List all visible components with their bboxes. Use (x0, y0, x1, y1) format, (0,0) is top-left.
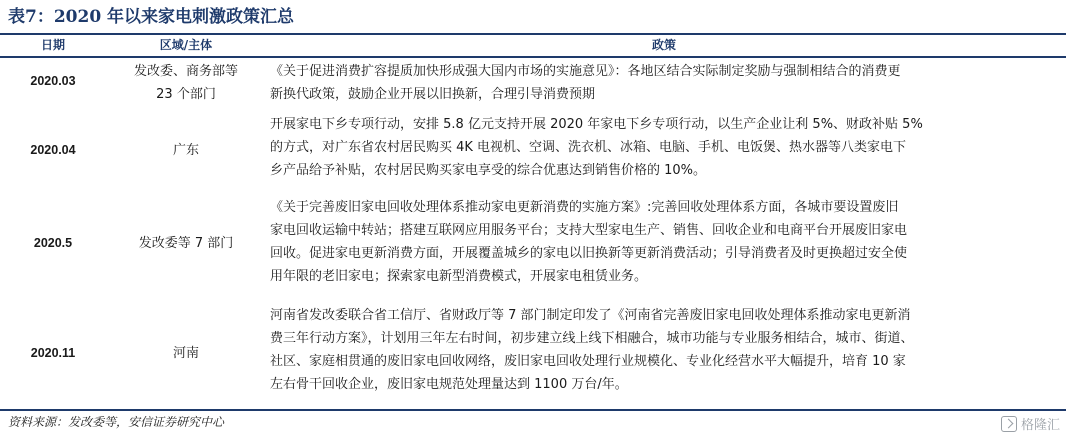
row-region (106, 342, 266, 365)
policy-line: 河南省发改委联合省工信厅、省财政厅等 7 部门制定印发了《河南省完善废旧家电回收处理体系推动家电更新消 (270, 308, 911, 323)
header-region: 区域/主体 (159, 38, 213, 52)
table-title: 表7：2020 年以来家电刺激政策汇总 (8, 7, 295, 27)
table-row (0, 304, 1066, 408)
row-policy (270, 304, 1058, 396)
row-date: 2020.04 (30, 143, 76, 157)
row-date: 2020.11 (30, 346, 76, 360)
policy-line: 乡产品给予补贴，农村居民购买家电享受的综合优惠达到销售价格的 10%。 (270, 163, 707, 178)
policy-line: 的方式，对广东省农村居民购买 4K 电视机、空调、洗衣机、冰箱、电脑、手机、电饭煲、热水器等八类家电下 (270, 140, 907, 155)
policy-line: 费三年行动方案》，计划用三年左右时间，初步建立线上线下相融合，城市功能与专业服务相结合，城市、街道、 (270, 331, 914, 346)
source-note: 资料来源：发改委等，安信证券研究中心 (8, 415, 225, 429)
region-line: 广东 (172, 143, 199, 158)
table-row (0, 60, 1066, 106)
region-line: 发改委等 7 部门 (138, 236, 234, 251)
row-region (106, 60, 266, 106)
row-region (106, 232, 266, 255)
header-date: 日期 (40, 38, 65, 52)
policy-line: 开展家电下乡专项行动，安排 5.8 亿元支持开展 2020 年家电下乡专项行动，以生产企业让利 5%、财政补贴 5% (270, 117, 923, 132)
region-line: 发改委、商务部等 (133, 64, 238, 79)
row-date: 2020.03 (30, 74, 76, 88)
policy-line: 家电回收运输中转站；搭建互联网应用服务平台；支持大型家电生产、销售、回收企业和电商平台开展废旧家电 (270, 223, 908, 238)
header-policy: 政策 (651, 38, 676, 52)
policy-line: 回收。促进家电更新消费方面，开展覆盖城乡的家电以旧换新等更新消费活动；引导消费者及时更换超过安全使 (270, 246, 908, 261)
row-policy (270, 196, 1058, 288)
table-row (0, 106, 1066, 196)
policy-line: 新换代政策，鼓励企业开展以旧换新，合理引导消费预期 (270, 87, 596, 102)
row-date: 2020.5 (33, 236, 73, 250)
watermark-text: 格隆汇 (1020, 418, 1060, 433)
row-policy (270, 113, 1058, 182)
policy-line: 社区、家庭相贯通的废旧家电回收网络，废旧家电回收处理行业规模化、专业化经营水平大幅提升，培育 10 家 (270, 354, 906, 369)
watermark-logo-icon (1001, 416, 1017, 432)
policy-line: 《关于促进消费扩容提质加快形成强大国内市场的实施意见》：各地区结合实际制定奖励与强制相结合的消费更 (270, 64, 901, 79)
header-rule (0, 56, 1066, 58)
row-policy (270, 60, 1058, 106)
policy-line: 用年限的老旧家电；探索家电新型消费模式，开展家电租赁业务。 (270, 269, 648, 284)
watermark (1001, 414, 1060, 433)
policy-line: 左右骨干回收企业，废旧家电规范处理量达到 1100 万台/年。 (270, 377, 628, 392)
region-line: 23 个部门 (156, 87, 216, 102)
row-region (106, 139, 266, 162)
region-line: 河南 (172, 346, 199, 361)
policy-line: 《关于完善废旧家电回收处理体系推动家电更新消费的实施方案》:完善回收处理体系方面，各城市要设置废旧 (270, 200, 899, 215)
table-row (0, 196, 1066, 300)
table-bottom-rule (0, 409, 1066, 411)
